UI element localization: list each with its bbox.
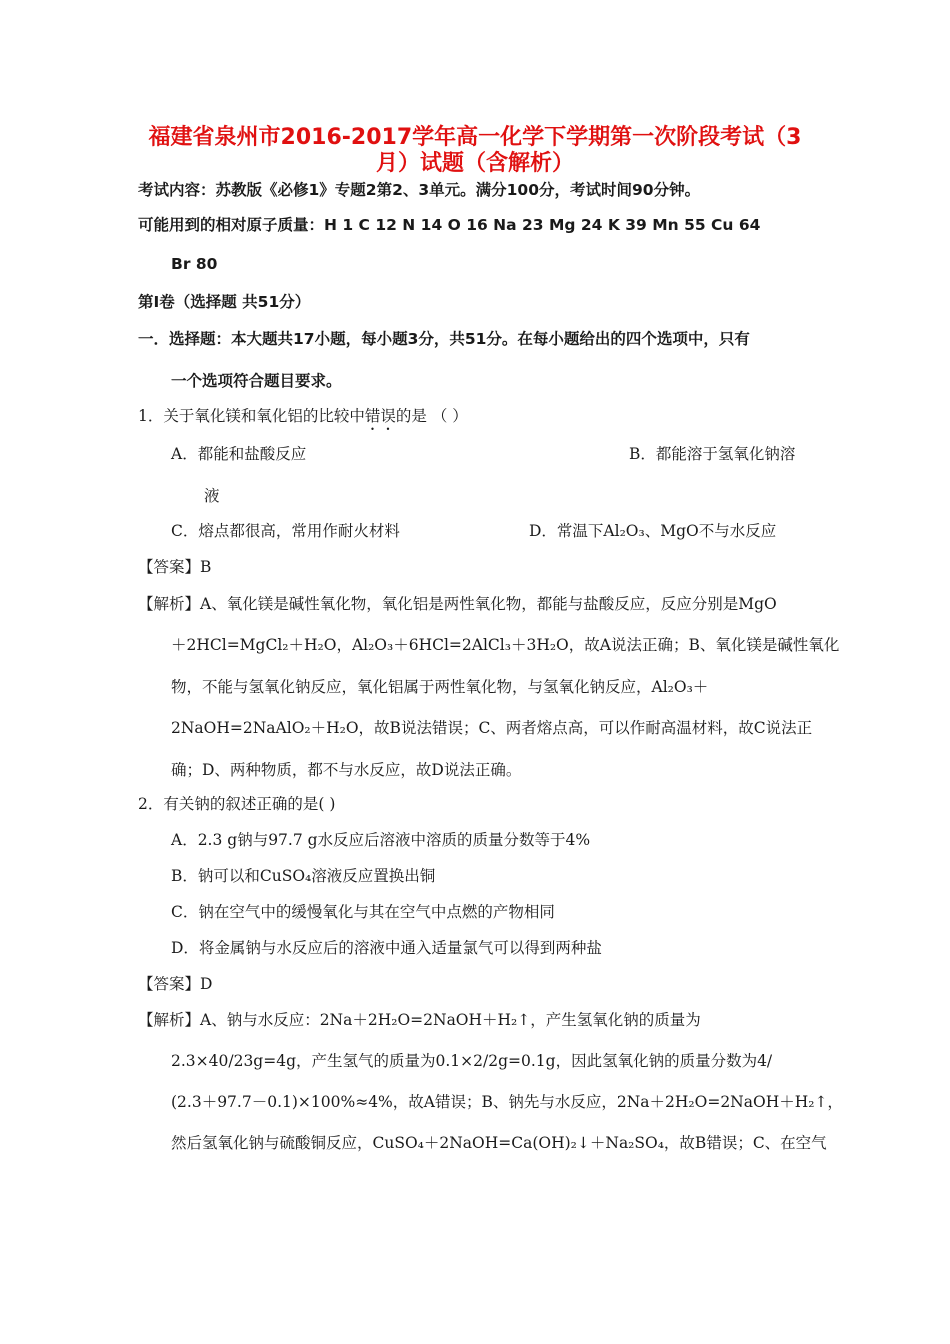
question-1-analysis-line-2: ＋2HCl=MgCl₂＋H₂O，Al₂O₃＋6HCl=2AlCl₃＋3H₂O，故A说法正确；B、氧化镁是碱性氧化	[171, 636, 840, 654]
exam-content: 考试内容：苏教版《必修1》专题2第2、3单元。满分100分，考试时间90分钟。	[138, 181, 701, 199]
question-2-analysis-line-1: 【解析】A、钠与水反应：2Na＋2H₂O=2NaOH＋H₂↑，产生氢氧化钠的质量为	[138, 1011, 701, 1029]
question-1-option-a: A．都能和盐酸反应	[171, 445, 307, 463]
question-1-analysis-line-5: 确；D、两种物质，都不与水反应，故D说法正确。	[171, 761, 522, 779]
question-1-stem-prefix: 1．关于氧化镁和氧化铝的比较中	[138, 407, 365, 425]
part-heading-line-2: 一个选项符合题目要求。	[171, 372, 342, 390]
question-1-analysis-line-4: 2NaOH=2NaAlO₂＋H₂O，故B说法错误；C、两者熔点高，可以作耐高温材料，故C说法正	[171, 719, 813, 737]
question-1-analysis-line-1: 【解析】A、氧化镁是碱性氧化物，氧化铝是两性氧化物，都能与盐酸反应，反应分别是MgO	[138, 595, 777, 613]
question-1-option-d: D．常温下Al₂O₃、MgO不与水反应	[529, 522, 777, 540]
question-1-analysis-line-3: 物，不能与氢氧化钠反应，氧化铝属于两性氧化物，与氢氧化钠反应，Al₂O₃＋	[171, 678, 709, 696]
question-2-analysis-line-2: 2.3×40/23g=4g，产生氢气的质量为0.1×2/2g=0.1g，因此氢氧化钠的质量分数为4/	[171, 1052, 773, 1070]
question-1-emphasis: 错误	[364, 407, 396, 425]
question-1-stem	[138, 404, 468, 434]
question-1-option-b-continued: 液	[204, 487, 220, 505]
question-2-option-a: A．2.3 g钠与97.7 g水反应后溶液中溶质的质量分数等于4%	[171, 831, 591, 849]
page-title-line-1: 福建省泉州市2016-2017学年高一化学下学期第一次阶段考试（3	[148, 125, 802, 150]
part-heading-line-1: 一．选择题：本大题共17小题，每小题3分，共51分。在每小题给出的四个选项中，只有	[138, 330, 750, 348]
question-2-answer: 【答案】D	[138, 975, 213, 993]
atomic-masses-line-2: Br 80	[171, 255, 218, 273]
question-2-option-d: D．将金属钠与水反应后的溶液中通入适量氯气可以得到两种盐	[171, 939, 602, 957]
question-2-stem: 2．有关钠的叙述正确的是( )	[138, 795, 336, 813]
question-2-option-b: B．钠可以和CuSO₄溶液反应置换出铜	[171, 867, 436, 885]
question-1-answer: 【答案】B	[138, 558, 212, 576]
question-2-option-c: C．钠在空气中的缓慢氧化与其在空气中点燃的产物相同	[171, 903, 555, 921]
question-2-analysis-line-3: (2.3＋97.7－0.1)×100%≈4%，故A错误；B、钠先与水反应，2Na＋2H₂O=2NaOH＋H₂↑，	[171, 1093, 843, 1111]
section-heading: 第Ⅰ卷（选择题 共51分）	[138, 293, 311, 311]
question-1-option-c: C．熔点都很高，常用作耐火材料	[171, 522, 400, 540]
question-1-stem-suffix: 的是 （ ）	[395, 407, 468, 425]
page-title-line-2: 月）试题（含解析）	[375, 151, 574, 176]
atomic-masses-line-1: 可能用到的相对原子质量：H 1 C 12 N 14 O 16 Na 23 Mg 24 K 39 Mn 55 Cu 64	[138, 216, 761, 234]
question-2-analysis-line-4: 然后氢氧化钠与硫酸铜反应，CuSO₄＋2NaOH=Ca(OH)₂↓＋Na₂SO₄，故B错误；C、在空气	[171, 1134, 827, 1152]
question-1-option-b: B．都能溶于氢氧化钠溶	[629, 445, 796, 463]
